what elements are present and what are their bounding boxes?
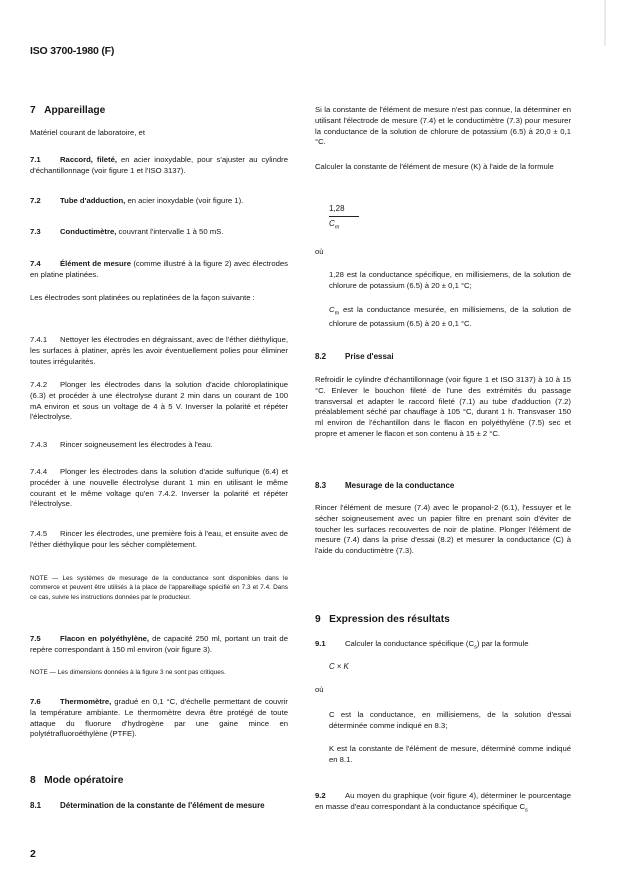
paragraph-9-1: 9.1 Calculer la conductance spécifique $(C_s)$ par la formule: [315, 639, 529, 651]
paragraph-7-4-4: 7.4.4 Plonger les électrodes dans la solution d'acide sulfurique (6.4) et procéder à une nouvelle électrolyse durant 1 min en utilisant le même courant et le même voltage qu'en 7.4.2. Inverser la polarité et répéter l'électrolyse.: [30, 467, 288, 509]
note-1: NOTE — Les systèmes de mesurage de la conductance sont disponibles dans le commerce et peuvent être utilisés à la place de l'appareillage spécifié en 7.3 et 7.4. Dans ce cas, suivre les instructions données par le producteur.: [30, 575, 288, 601]
paragraph-7-4-2: 7.4.2 Plonger les électrodes dans la solution d'acide chloroplatinique (6.3) et procéder à une électrolyse durant 2 min dans un courant de 100 mA environ et sous un voltage de 4 à 5 V. Inverser la polarité et répéter l'électrolyse.: [30, 380, 288, 422]
page-number: 2: [30, 848, 36, 860]
paragraph-7-4: 7.4 Élément de mesure (comme illustré à la figure 2) avec électrodes en platine platinées.: [30, 259, 288, 279]
ou-1: où: [315, 247, 324, 256]
section-number: 7: [30, 105, 36, 116]
paragraph-7-5: 7.5 Flacon en polyéthylène, de capacité 250 ml, portant un trait de repère correspondant à 150 ml environ (voir figure 3).: [30, 634, 288, 654]
paragraph-7-4-1: 7.4.1 Nettoyer les électrodes en dégraissant, avec de l'éther diéthylique, les surfaces à platiner, après les avoir éventuellement polies pour éliminer toutes irrégularités.: [30, 335, 288, 366]
section-8-heading: 8 Mode opératoire: [30, 775, 124, 786]
paragraph-7-4-5: 7.4.5 Rincer les électrodes, une première fois à l'eau, et ensuite avec de l'éther diéthylique pour les sécher complètement.: [30, 529, 288, 549]
definition-cm: $C_m$ est la conductance mesurée, en millisiemens, de la solution de chlorure de potassium (6.5) à 20 ± 0,1 °C.: [329, 305, 571, 329]
paragraph-7-3: 7.3 Conductimètre, couvrant l'intervalle 1 à 50 mS.: [30, 227, 224, 236]
paragraph-7-6: 7.6 Thermomètre, gradué en 0,1 °C, d'échelle permettant de couvrir la température ambiante. Le thermomètre devra être protégé de toute attaque du fluorure d'hydrogène par une gaine mince en polytétrafluoroéthylène (PTFE).: [30, 697, 288, 739]
ou-2: où: [315, 685, 324, 694]
formula-c-times-k: C × K: [329, 662, 349, 671]
paragraph-7-2: 7.2 Tube d'adduction, en acier inoxydable (voir figure 1).: [30, 196, 244, 205]
section-8-1-heading: 8.1 Détermination de la constante de l'élément de mesure: [30, 801, 265, 810]
fraction-formula: 1,28 $C_m$: [329, 204, 369, 231]
section-8-3-heading: 8.3 Mesurage de la conductance: [315, 481, 455, 490]
paragraph-7-4-extra: Les électrodes sont platinées ou replatinées de la façon suivante :: [30, 293, 255, 302]
paragraph-8-1-formula-intro: Calculer la constante de l'élément de mesure (K) à l'aide de la formule: [315, 162, 554, 171]
definition-c: C est la conductance, en millisiemens, de la solution d'essai déterminée comme indiqué en 8.3;: [329, 710, 571, 730]
paragraph-8-3: Rincer l'élément de mesure (7.4) avec le propanol-2 (6.1), l'essuyer et le sécher soigneusement avec un papier filtre en prenant soin d'éviter de toucher les surfaces recouvertes de noir de platine. Plonger l'élément de mesure (7.4) dans la prise d'essai (8.2) et mesurer la conductance (C) à l'aide du conductimètre (7.3).: [315, 503, 571, 556]
paragraph-8-2: Refroidir le cylindre d'échantillonnage (voir figure 1 et ISO 3137) à 10 à 15 °C. Enlever le bouchon fileté de l'une des extrémités du passage transversal et adapter le raccord fileté (7.1) au tube d'adduction (7.2) préalablement séché par chauffage à 105 °C, durant 1 h. Transvaser 150 ml environ de l'échantillon dans le flacon en polyéthylène (7.5) sec et propre et amener le flacon et son contenu à 15 ± 2 °C.: [315, 375, 571, 438]
definition-1-28: 1,28 est la conductance spécifique, en millisiemens, de la solution de chlorure de potassium (6.5) à 20 ± 0,1 °C;: [329, 270, 571, 290]
section-9-heading: 9 Expression des résultats: [315, 614, 450, 625]
section-7-heading: [30, 104, 288, 117]
edge-mark: [604, 0, 606, 46]
definition-k: K est la constante de l'élément de mesure, déterminé comme indiqué en 8.1.: [329, 744, 571, 764]
document-header: ISO 3700-1980 (F): [30, 45, 115, 57]
note-2: NOTE — Les dimensions données à la figure 3 ne sont pas critiques.: [30, 669, 226, 676]
section-7-intro: Matériel courant de laboratoire, et: [30, 128, 145, 137]
section-8-2-heading: 8.2 Prise d'essai: [315, 352, 394, 361]
paragraph-8-1-text: Si la constante de l'élément de mesure n'est pas connue, la déterminer en utilisant l'électrode de mesure (7.4) et le conductimètre (7.3) pour mesurer la conductance de la solution de chlorure de potassium (6.5) à 20,0 ± 0,1 °C.: [315, 105, 571, 147]
paragraph-7-1: 7.1 Raccord, fileté, en acier inoxydable, pour s'ajuster au cylindre d'échantillonnage (voir figure 1 et l'ISO 3137).: [30, 155, 288, 175]
paragraph-7-4-3: 7.4.3 Rincer soigneusement les électrodes à l'eau.: [30, 440, 213, 449]
section-title: Appareillage: [44, 105, 106, 116]
paragraph-9-2: 9.2 Au moyen du graphique (voir figure 4), déterminer le pourcentage en masse d'eau correspondant à la conductance spécifique $C_s$: [315, 791, 571, 814]
